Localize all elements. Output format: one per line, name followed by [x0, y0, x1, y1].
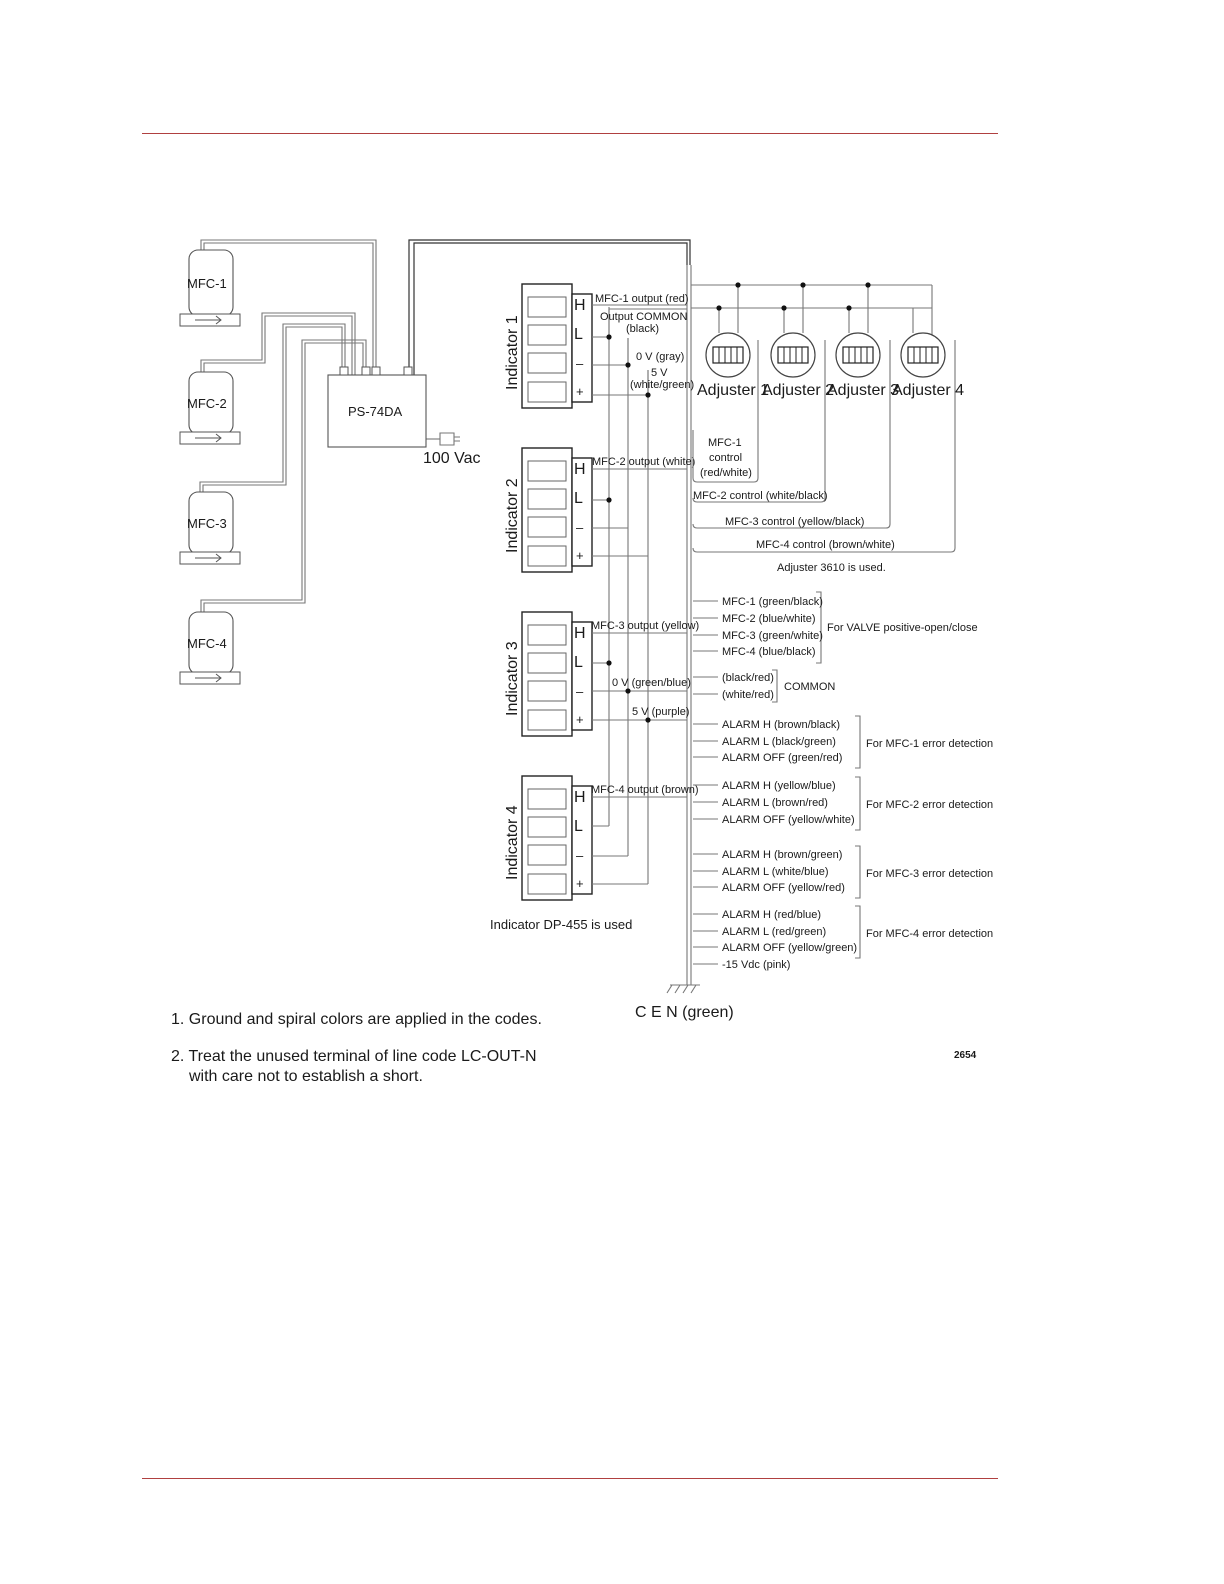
- indicator-2-plus: +: [576, 548, 584, 563]
- power-input-label: 100 Vac: [423, 450, 481, 467]
- indicator-2: [504, 448, 592, 572]
- indicator-wiring: [592, 305, 690, 884]
- indicator-2-minus: –: [576, 520, 584, 535]
- indicator-1-label: Indicator 1: [504, 315, 521, 390]
- indicator-4-plus: +: [576, 876, 584, 891]
- wire-mfc4-output: MFC-4 output (brown): [591, 784, 699, 796]
- indicator-1-plus: +: [576, 384, 584, 399]
- alarm4-off: ALARM OFF (yellow/green): [722, 942, 858, 954]
- indicator-note: Indicator DP-455 is used: [490, 917, 633, 932]
- indicator-4: [504, 776, 592, 900]
- mfc-2-label: MFC-2: [187, 396, 227, 411]
- indicator-1-h: H: [574, 297, 586, 314]
- control-mfc1-line3: (red/white): [700, 467, 752, 479]
- alarm4-l: ALARM L (red/green): [722, 926, 827, 938]
- valve-mfc2: MFC-2 (blue/white): [722, 613, 816, 625]
- ground-label: C E N (green): [635, 1004, 734, 1021]
- indicator-4-label: Indicator 4: [504, 805, 521, 880]
- alarm2-note: For MFC-2 error detection: [866, 799, 994, 811]
- indicator-1-minus: –: [576, 356, 584, 371]
- adjuster-wiring: [691, 282, 955, 552]
- supply-line: -15 Vdc (pink): [722, 959, 791, 971]
- power-supply-label: PS-74DA: [348, 404, 403, 419]
- mfc-2-unit: [180, 372, 240, 444]
- valve-note: For VALVE positive-open/close: [827, 622, 978, 634]
- wire-white-green: (white/green): [630, 379, 695, 391]
- power-supply: [328, 367, 481, 467]
- indicator-2-label: Indicator 2: [504, 478, 521, 553]
- control-mfc4: MFC-4 control (brown/white): [756, 539, 895, 551]
- indicator-2-h: H: [574, 461, 586, 478]
- note-2-line1: 2. Treat the unused terminal of line code LC-OUT-N: [171, 1048, 537, 1065]
- wire-mfc2-output: MFC-2 output (white): [592, 456, 696, 468]
- wire-output-common-2: (black): [626, 323, 660, 335]
- alarm1-off: ALARM OFF (green/red): [722, 752, 843, 764]
- adjuster-note: Adjuster 3610 is used.: [777, 562, 886, 574]
- mfc-1-label: MFC-1: [187, 276, 227, 291]
- alarm4-h: ALARM H (red/blue): [722, 909, 822, 921]
- alarm3-off: ALARM OFF (yellow/red): [722, 882, 845, 894]
- alarm1-h: ALARM H (brown/black): [722, 719, 840, 731]
- indicator-3-h: H: [574, 625, 586, 642]
- alarm4-note: For MFC-4 error detection: [866, 928, 994, 940]
- indicator-3: [504, 612, 592, 736]
- wire-output-common-1: Output COMMON: [600, 311, 688, 323]
- common-label: COMMON: [784, 681, 836, 693]
- indicator-1: [504, 284, 592, 408]
- indicator-2-l: L: [574, 490, 583, 507]
- alarm1-l: ALARM L (black/green): [722, 736, 836, 748]
- indicator-3-plus: +: [576, 712, 584, 727]
- adjuster-2: [762, 333, 834, 399]
- valve-mfc1: MFC-1 (green/black): [722, 596, 823, 608]
- valve-mfc3: MFC-3 (green/white): [722, 630, 823, 642]
- indicator-3-l: L: [574, 654, 583, 671]
- mfc-3-label: MFC-3: [187, 516, 227, 531]
- common-black-red: (black/red): [722, 672, 774, 684]
- alarm2-l: ALARM L (brown/red): [722, 797, 828, 809]
- mfc-3-unit: [180, 492, 240, 564]
- alarm2-h: ALARM H (yellow/blue): [722, 780, 836, 792]
- indicator-1-l: L: [574, 326, 583, 343]
- indicator-3-label: Indicator 3: [504, 641, 521, 716]
- mfc-4-label: MFC-4: [187, 636, 227, 651]
- adjuster-3-label: Adjuster 3: [827, 382, 900, 399]
- note-1: 1. Ground and spiral colors are applied in the codes.: [171, 1011, 542, 1028]
- control-mfc2: MFC-2 control (white/black): [693, 490, 828, 502]
- alarm2-off: ALARM OFF (yellow/white): [722, 814, 855, 826]
- wire-5v-purple: 5 V (purple): [632, 706, 690, 718]
- adjuster-3: [827, 333, 899, 399]
- mfc-4-unit: [180, 612, 240, 684]
- wire-mfc3-output: MFC-3 output (yellow): [591, 620, 700, 632]
- alarm1-note: For MFC-1 error detection: [866, 738, 994, 750]
- note-2-line2: with care not to establish a short.: [189, 1068, 423, 1085]
- adjuster-4: [892, 333, 964, 399]
- valve-mfc4: MFC-4 (blue/black): [722, 646, 816, 658]
- common-white-red: (white/red): [722, 689, 774, 701]
- alarm3-note: For MFC-3 error detection: [866, 868, 994, 880]
- control-mfc3: MFC-3 control (yellow/black): [725, 516, 865, 528]
- adjuster-2-label: Adjuster 2: [762, 382, 835, 399]
- alarm3-l: ALARM L (white/blue): [722, 866, 829, 878]
- wire-mfc1-output: MFC-1 output (red): [595, 293, 689, 305]
- indicator-4-l: L: [574, 818, 583, 835]
- wire-0v-gray: 0 V (gray): [636, 351, 685, 363]
- adjuster-4-label: Adjuster 4: [892, 382, 965, 399]
- wire-5v: 5 V: [651, 367, 668, 379]
- indicator-3-minus: –: [576, 684, 584, 699]
- alarm3-h: ALARM H (brown/green): [722, 849, 843, 861]
- indicator-4-minus: –: [576, 848, 584, 863]
- control-mfc1-line2: control: [709, 452, 743, 464]
- figure-number: 2654: [954, 1050, 977, 1061]
- indicator-4-h: H: [574, 789, 586, 806]
- wire-0v-green-blue: 0 V (green/blue): [612, 677, 691, 689]
- adjuster-1-label: Adjuster 1: [697, 382, 770, 399]
- control-mfc1-line1: MFC-1: [708, 437, 742, 449]
- mfc-1-unit: [180, 250, 240, 326]
